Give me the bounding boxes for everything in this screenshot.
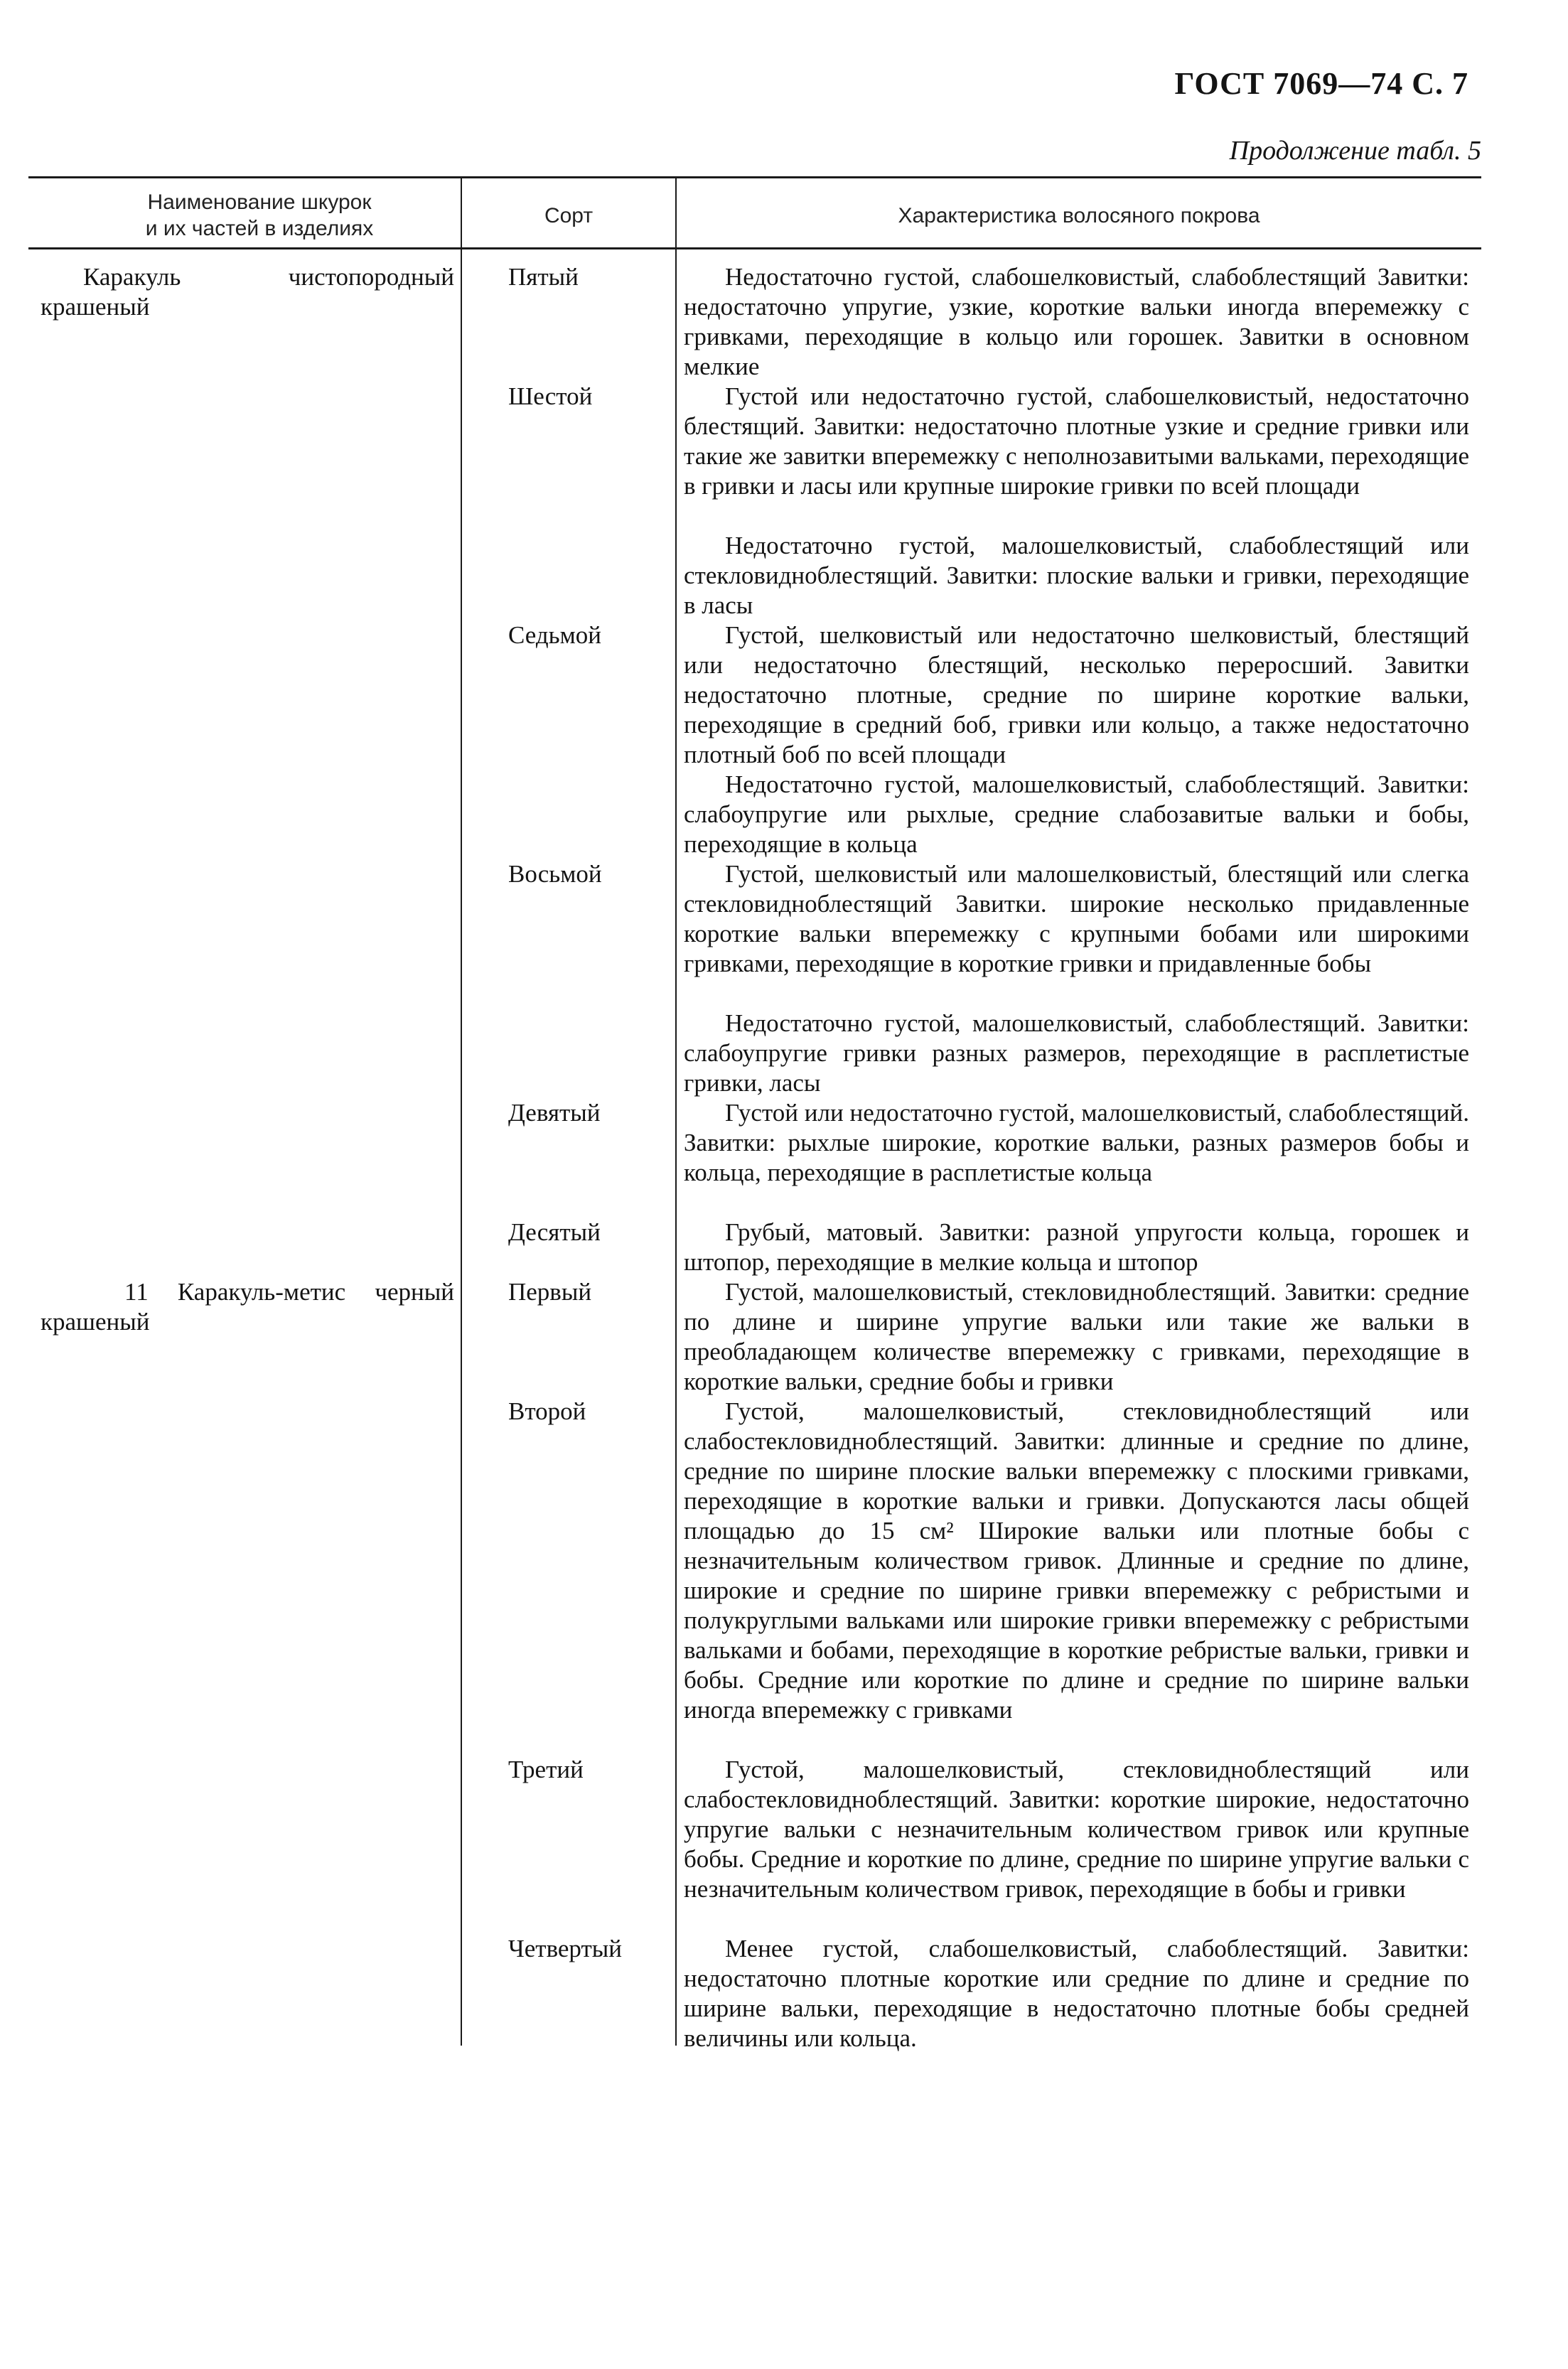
table-header-rule — [28, 247, 1481, 249]
grade-8-desc-1: Густой, шелковистый или малошелковистый, блестящий или слегка стекловидноблестящий Завитки. широкие несколько придавленные короткие вальки вперемежку с крупными бобами или широкими гривками, переходящие в короткие гривки и придавленные бобы — [684, 860, 1469, 977]
grade-3: Третий — [508, 1756, 584, 1783]
column-divider-1 — [461, 176, 462, 2046]
group-name-karakul-purebred: Каракуль чистопородный крашеный — [41, 263, 454, 321]
column-header-grade: Сорт — [544, 204, 594, 227]
grade-7-desc-1: Густой, шелковистый или недостаточно шелковистый, блестящий или недостаточно блестящий, несколько переросший. Завитки недостаточно плотные, средние по ширине короткие вальки, переходящие в средний боб, гривки или кольцо, а также недостаточно плотный боб по всей площади — [684, 621, 1469, 768]
grade-8-desc-2: Недостаточно густой, малошелковистый, слабоблестящий. Завитки: слабоупругие гривки разных размеров, переходящие в расплетистые гривки, ласы — [684, 1009, 1469, 1097]
column-header-name: Наименование шкурок и их частей в изделиях — [145, 190, 374, 240]
grade-7: Седьмой — [508, 621, 601, 649]
grade-2-desc-1: Густой, малошелковистый, стекловидноблестящий или слабостекловидноблестящий. Завитки: длинные и средние по длине, средние по ширине плоские вальки вперемежку с плоскими гривками, переходящие в короткие вальки и гривки. Допускаются ласы общей площадью до 15 см² Широкие вальки или плотные бобы с незначительным количеством гривок. Длинные и средние по длине, широкие и средние по ширине гривки вперемежку с ребристыми и полукруглыми вальками или широкие гривки вперемежку с ребристыми вальками и бобами, переходящие в короткие ребристые вальки, гривки и бобы. Средние или короткие по длине и средние по ширине вальки иногда вперемежку с гривками — [684, 1397, 1469, 1724]
grade-10: Десятый — [508, 1218, 601, 1246]
grade-5: Пятый — [508, 263, 579, 291]
grade-10-desc-1: Грубый, матовый. Завитки: разной упругости кольца, горошек и штопор, переходящие в мелкие кольца и штопор — [684, 1218, 1469, 1276]
grade-8: Восьмой — [508, 860, 602, 888]
group-name-karakul-metis: 11 Каракуль-метис черный крашеный — [41, 1278, 454, 1336]
table-continuation-label: Продолжение табл. 5 — [1229, 136, 1481, 166]
grade-9-desc-1: Густой или недостаточно густой, малошелковистый, слабоблестящий. Завитки: рыхлые широкие, короткие вальки, разных размеров бобы и кольца, переходящие в расплетистые кольца — [684, 1099, 1469, 1186]
grade-4: Четвертый — [508, 1935, 623, 1962]
page-header: ГОСТ 7069—74 С. 7 — [1174, 66, 1468, 101]
grade-1: Первый — [508, 1278, 592, 1306]
grade-7-desc-2: Недостаточно густой, малошелковистый, слабоблестящий. Завитки: слабоупругие или рыхлые, средние слабозавитые вальки и бобы, переходящие в кольца — [684, 770, 1469, 858]
grade-5-desc-1: Недостаточно густой, слабошелковистый, слабоблестящий Завитки: недостаточно упругие, узкие, короткие вальки иногда вперемежку с гривками, переходящие в кольцо или горошек. Завитки в основном мелкие — [684, 263, 1469, 380]
grade-1-desc-1: Густой, малошелковистый, стекловидноблестящий. Завитки: средние по длине и ширине упругие вальки или такие же вальки в преобладающем количестве вперемежку с гривками, переходящие в короткие вальки, средние бобы и гривки — [684, 1278, 1469, 1395]
grade-9: Девятый — [508, 1099, 601, 1127]
grade-3-desc-1: Густой, малошелковистый, стекловидноблестящий или слабостекловидноблестящий. Завитки: короткие широкие, недостаточно упругие вальки с незначительным количеством гривок или крупные бобы. Средние и короткие по длине, средние по ширине упругие вальки с незначительным количеством гривок, переходящие в бобы и гривки — [684, 1756, 1469, 1903]
grade-6-desc-2: Недостаточно густой, малошелковистый, слабоблестящий или стекловидноблестящий. Завитки: плоские вальки и гривки, переходящие в ласы — [684, 532, 1469, 619]
column-divider-2 — [675, 176, 677, 2046]
table-top-rule — [28, 176, 1481, 178]
grade-4-desc-1: Менее густой, слабошелковистый, слабоблестящий. Завитки: недостаточно плотные короткие или средние по длине и средние по ширине вальки, переходящие в недостаточно плотные бобы средней величины или кольца. — [684, 1935, 1469, 2052]
column-header-characteristic: Характеристика волосяного покрова — [898, 204, 1260, 227]
grade-6: Шестой — [508, 382, 593, 410]
grade-6-desc-1: Густой или недостаточно густой, слабошелковистый, недостаточно блестящий. Завитки: недостаточно плотные узкие и средние гривки или такие же завитки вперемежку с неполнозавитыми вальками, переходящие в гривки и ласы или крупные широкие гривки по всей площади — [684, 382, 1469, 500]
grade-2: Второй — [508, 1397, 586, 1425]
